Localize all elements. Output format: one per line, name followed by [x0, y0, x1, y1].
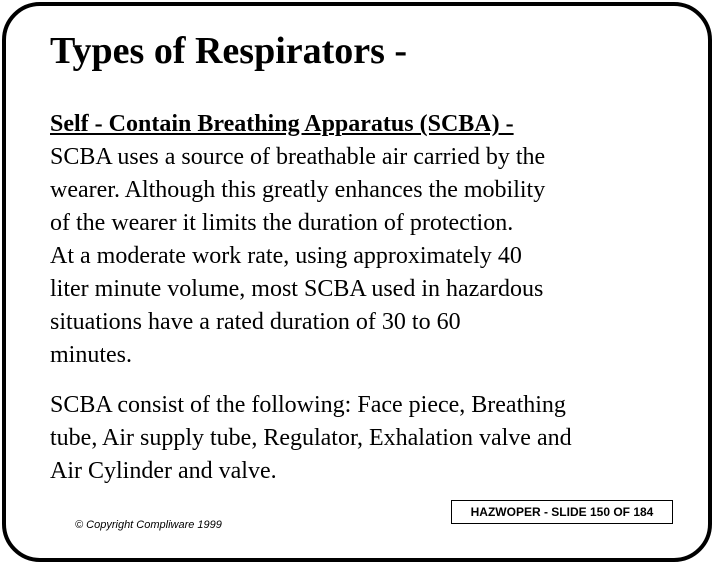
body-line: liter minute volume, most SCBA used in hazardous [50, 276, 544, 302]
body-line: tube, Air supply tube, Regulator, Exhalation valve and [50, 425, 572, 451]
scba-description [50, 108, 545, 372]
section-heading: Self - Contain Breathing Apparatus (SCBA) - [50, 111, 514, 137]
copyright-notice: © Copyright Compliware 1999 [75, 519, 222, 531]
body-line: SCBA consist of the following: Face piece, Breathing [50, 392, 566, 418]
body-line: SCBA uses a source of breathable air carried by the [50, 144, 546, 170]
body-line: Air Cylinder and valve. [50, 458, 277, 484]
slide-number-box: HAZWOPER - SLIDE 150 OF 184 [451, 500, 673, 524]
slide-title: Types of Respirators - [50, 30, 408, 72]
body-line: At a moderate work rate, using approximately 40 [50, 243, 522, 269]
scba-components [50, 389, 572, 488]
body-line: of the wearer it limits the duration of protection. [50, 210, 514, 236]
body-line: situations have a rated duration of 30 to 60 [50, 309, 461, 335]
body-line: minutes. [50, 342, 132, 368]
body-line: wearer. Although this greatly enhances the mobility [50, 177, 546, 203]
